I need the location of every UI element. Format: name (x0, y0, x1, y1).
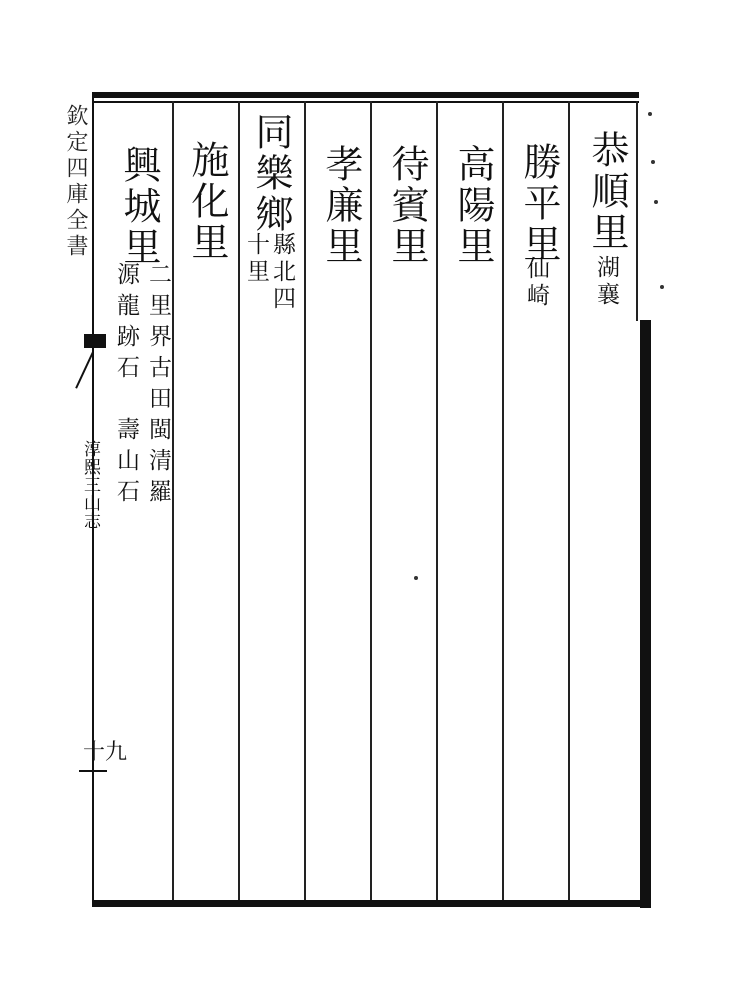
volume-title: 淳熙三山志 (80, 440, 100, 530)
ink-dot (414, 576, 418, 580)
column-rule (304, 101, 306, 900)
entry-name: 待賓里 (385, 144, 429, 267)
page-number: 十九 (83, 740, 128, 765)
ink-dot (648, 112, 652, 116)
column-rule (568, 101, 570, 900)
entry-name: 同樂鄉 (249, 112, 293, 235)
column-rule (436, 101, 438, 900)
column-rule (502, 101, 504, 900)
ink-dot (654, 200, 658, 204)
entry-note: 二里界古田閩清羅 (145, 262, 171, 510)
entry-note: 仙崎 (523, 256, 549, 310)
column-rule (238, 101, 240, 900)
entry-name: 興城里 (117, 145, 161, 268)
entry-name: 高陽里 (451, 144, 495, 267)
entry-name: 勝平里 (517, 142, 561, 265)
entry-name: 孝廉里 (319, 144, 363, 267)
entry-note: 源龍跡石 壽山石 (113, 262, 139, 510)
ink-dot (651, 160, 655, 164)
book-title: 欽定四庫全書 (63, 104, 88, 260)
entry-name: 施化里 (185, 140, 229, 263)
fish-tail-mark (84, 334, 106, 348)
frame-bottom-border (92, 900, 640, 907)
entry-note: 十里 (243, 232, 269, 286)
frame-right-border (640, 320, 651, 908)
entry-name: 恭順里 (585, 130, 629, 253)
frame-right-thin-border (636, 101, 638, 321)
frame-top-border (92, 92, 639, 98)
ink-dot (660, 285, 664, 289)
entry-note: 縣北四 (269, 232, 295, 313)
page-number-rule (79, 770, 107, 772)
column-rule (370, 101, 372, 900)
entry-note: 湖襄 (593, 255, 619, 309)
column-rule (172, 101, 174, 900)
frame-top-inner-border (92, 101, 639, 103)
